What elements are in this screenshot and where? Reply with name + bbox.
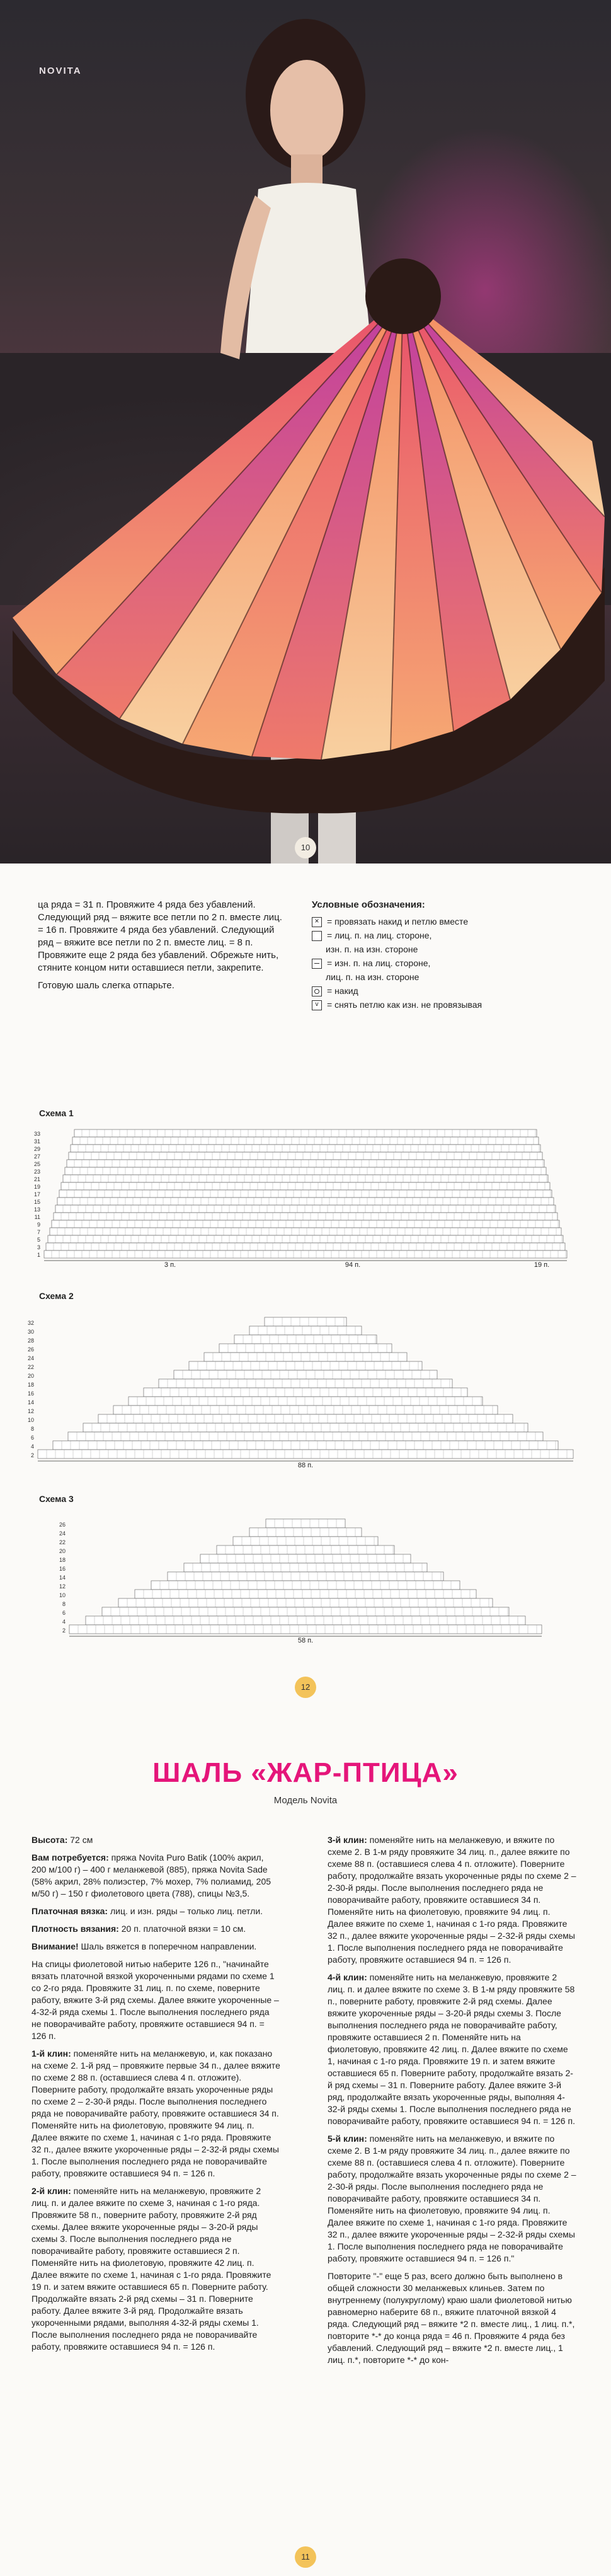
row-number: 3	[37, 1244, 40, 1250]
paragraph	[328, 1972, 576, 2127]
chart-row	[69, 1152, 542, 1160]
row-number: 6	[30, 1435, 34, 1441]
legend-title: Условные обозначения:	[312, 899, 425, 910]
paragraph	[31, 2048, 280, 2180]
chart-row	[189, 1361, 422, 1370]
stitch-count-label: 58 п.	[297, 1637, 314, 1644]
schema3-title: Схема 3	[39, 1494, 74, 1504]
paragraph-heading: Платочная вязка:	[31, 1906, 108, 1916]
legend-row: × = провязать накид и петлю вместе	[312, 916, 576, 928]
schema2-title: Схема 2	[39, 1291, 74, 1301]
chart-row	[113, 1406, 498, 1414]
paragraph-text: 72 см	[67, 1835, 93, 1845]
row-number: 24	[27, 1355, 34, 1361]
chart-row	[128, 1397, 483, 1406]
slip-stitch-icon	[312, 1000, 322, 1010]
legend-row: лиц. п. на изн. стороне	[326, 972, 420, 982]
paragraph-text: поменяйте нить на меланжевую, провяжите 2 лиц. п. и далее вяжите по схеме 3. В 1-м ряду провяжите 58 п., поверните работу, провяжите 2-й ряд схемы. Далее вяжите укороченные ряды – 3-20-й ряды схемы 3. После выполнения последнего ряда не поворачивайте работу, провяжите оставшиеся 2 п. Поменяйте нить на фиолетовую, провяжите 42 лиц. п. Далее вяжите по схеме 1, начиная с 1-го ряда. Провяжите 19 п. и затем вяжите оставшиеся 65 п. Поверните работу, продолжайте вязать 2-й ряд схемы – 31 п. Поверните работу. Далее вяжите 3-й ряд, продолжайте вязать укороченные ряды, выполняя 4-32-й ряды схемы 1. После выполнения последнего ряда не поворачивайте работу, провяжите оставшиеся 94 п. = 126 п.	[328, 1972, 575, 2126]
page-subtitle: Модель Novita	[273, 1795, 338, 1806]
legend-row: = изн. п. на лиц. стороне,	[312, 957, 576, 969]
legend-row: v = снять петлю как изн. не провязывая	[312, 999, 576, 1011]
paragraph	[31, 1923, 280, 1935]
yarn-over-icon	[312, 986, 322, 996]
paragraph	[31, 1905, 280, 1917]
row-number: 22	[59, 1539, 66, 1545]
paragraph	[31, 2185, 280, 2353]
charts-page	[0, 863, 611, 1702]
paragraph-text: 20 п. платочной вязки = 10 см.	[118, 1924, 246, 1934]
row-number: 31	[33, 1138, 40, 1145]
paragraph	[328, 2270, 576, 2366]
row-number: 30	[27, 1329, 34, 1335]
model-photo	[0, 0, 611, 863]
legend-row: изн. п. на изн. стороне	[326, 944, 418, 954]
chart-row	[59, 1190, 552, 1198]
row-number: 23	[33, 1169, 40, 1175]
paragraph	[31, 1958, 280, 2042]
chart-row	[50, 1228, 561, 1235]
row-number: 32	[27, 1320, 34, 1326]
row-number: 18	[59, 1557, 66, 1563]
intro-paragraph: Готовую шаль слегка отпарьте.	[38, 980, 174, 991]
chart-row	[249, 1326, 362, 1335]
paragraph	[31, 1852, 280, 1900]
face	[270, 60, 343, 161]
row-number: 33	[33, 1131, 40, 1137]
row-number: 10	[27, 1417, 34, 1423]
brand-logo: NOVITA	[39, 66, 82, 76]
row-number: 7	[37, 1229, 40, 1235]
row-number: 16	[59, 1566, 66, 1572]
page-title: ШАЛЬ «ЖАР-ПТИЦА»	[152, 1757, 459, 1788]
row-number: 28	[27, 1337, 34, 1344]
paragraph-heading: Вам потребуется:	[31, 1852, 109, 1863]
chart-row	[265, 1317, 346, 1326]
photo-page	[0, 0, 611, 863]
row-number: 22	[27, 1364, 34, 1370]
chart-row	[168, 1572, 443, 1581]
row-number: 2	[30, 1452, 34, 1458]
row-number: 4	[62, 1619, 66, 1625]
row-number: 12	[59, 1583, 66, 1590]
row-number: 14	[59, 1574, 66, 1581]
stitch-count-label: 19 п.	[534, 1261, 550, 1269]
pattern-page	[0, 1702, 611, 2576]
row-number: 8	[30, 1426, 34, 1432]
paragraph-text: поменяйте нить на меланжевую, и, как показано на схеме 2. 1-й ряд – провяжите первые 34 п., далее вяжите по схеме 2 88 п. (оставшиеся слева 4 п. отложите). Поверните работу, продолжайте вязать укороченные ряды по схеме 2 – 2-30-й ряды. После выполнения последнего ряда не поворачивайте работу, провяжите оставшиеся 34 п. Поменяйте нить на фиолетовую, провяжите 94 лиц. п. Далее вяжите по схеме 1, начиная с 1-го ряда. Провяжите 32 п., далее вяжите укороченные ряды – 2-32-й ряды схемы 1. После выполнения последнего ряда не поворачивайте работу, провяжите оставшиеся 94 п. = 126 п.	[31, 2048, 280, 2178]
chart-row	[200, 1554, 411, 1563]
paragraph-text: лиц. и изн. ряды – только лиц. петли.	[108, 1906, 263, 1916]
legend-row: = лиц. п. на лиц. стороне,	[312, 930, 576, 942]
shawl-rays	[13, 296, 605, 760]
chart-row	[69, 1625, 542, 1634]
paragraph	[328, 2133, 576, 2265]
chart-row	[249, 1528, 362, 1537]
chart-row	[67, 1160, 544, 1167]
chart-row	[86, 1616, 525, 1625]
stitch-count-label: 94 п.	[345, 1261, 361, 1269]
schema1-title: Схема 1	[39, 1108, 74, 1118]
row-number: 13	[33, 1206, 40, 1213]
row-number: 4	[30, 1443, 34, 1450]
paragraph-text: Шаль вяжется в поперечном направлении.	[78, 1941, 257, 1951]
legend-row: = накид	[312, 985, 576, 997]
row-number: 6	[62, 1610, 66, 1616]
chart-row	[217, 1545, 394, 1554]
paragraph-heading: Внимание!	[31, 1941, 79, 1951]
schema1-chart	[0, 1116, 611, 1279]
knit-together-icon	[312, 917, 322, 927]
row-number: 9	[37, 1222, 40, 1228]
page-number: 10	[295, 837, 316, 858]
paragraph-heading: 1-й клин:	[31, 2048, 71, 2059]
row-number: 24	[59, 1530, 66, 1537]
paragraph-text: поменяйте нить на меланжевую, и вяжите по схеме 2. В 1-м ряду провяжите 34 лиц. п., далее вяжите по схеме 88 п. (оставшиеся слева 4 п. отложите). Поверните работу, продолжайте вязать укороченные ряды по схеме 2 – 2-30-й ряды. После выполнения последнего ряда не поворачивайте работу, провяжите оставшиеся 34 п. Поменяйте нить на фиолетовую, провяжите 94 лиц. п. Далее вяжите по схеме 1, начиная с 1-го ряда. Провяжите 32 п., далее вяжите укороченные ряды – 2-32-й ряды схемы 1. После выполнения последнего ряда не поворачивайте работу, провяжите оставшиеся 94 п. = 126 п."	[328, 2134, 576, 2263]
paragraph-text: пряжа Novita Puro Batik (100% акрил, 200 м/100 г) – 400 г меланжевой (885), пряжа Novita Sade (58% акрил, 28% полиэстер, 7% мохер, 7% полиамид, 205 м/50 г) – 150 г фиолетового цвета (788), спицы №3,5.	[31, 1852, 271, 1898]
row-number: 14	[27, 1399, 34, 1406]
row-number: 15	[33, 1199, 40, 1205]
paragraph-text: Повторите "-" еще 5 раз, всего должно быть выполнено в общей сложности 30 меланжевых клиньев. Затем по внутреннему (полукруглому) краю шали фиолетовой нитью равномерно наберите 68 п., вяжите платочной вязкой 4 ряда. Следующий ряд – вяжите *2 п. вместе лиц., 1 лиц. п.*, повторите *-* до конца ряда = 46 п. Провяжите 4 ряда без убавлений. Следующий ряд – вяжите *2 п. вместе лиц., 1 лиц. п.*, повторите *-* до кон-	[328, 2271, 575, 2365]
paragraph-heading: Плотность вязания:	[31, 1924, 119, 1934]
row-number: 5	[37, 1237, 40, 1243]
row-number: 20	[27, 1373, 34, 1379]
shawl-center	[365, 258, 441, 334]
intro-text	[38, 899, 290, 997]
row-number: 26	[27, 1346, 34, 1353]
paragraph-text: На спицы фиолетовой нитью наберите 126 п., "начинайте вязать платочной вязкой укороченными рядами по схеме 1 со 2-го ряда. Провяжите 31 лиц. п. по схеме, поверните работу, вяжите 3-й ряд схемы. Далее вяжите укороченные – 4-32-й ряда схемы 1. После выполнения последнего ряда не поворачивайте работу, провяжите оставшиеся 94 п. = 126 п.	[31, 1959, 279, 2041]
chart-row	[98, 1414, 513, 1423]
row-number: 10	[59, 1592, 66, 1598]
row-number: 2	[62, 1627, 66, 1634]
chart-row	[68, 1432, 543, 1441]
paragraph-text: поменяйте нить на меланжевую, провяжите 2 лиц. п. и далее вяжите по схеме 3, начиная с 1-го ряда. Провяжите 58 п., поверните работу, провяжите 2-й ряд схемы. Далее вяжите укороченные ряды – 3-20-й ряды схемы 3. После выполнения последнего ряда не поворачивайте работу, провяжите оставшиеся 2 п. Поменяйте нить на фиолетовую, провяжите 42 лиц. п. Далее вяжите по схеме 1, начиная с 1-го ряда. Провяжите 19 п. и затем вяжите оставшиеся 65 п. Поверните работу. Продолжайте вязать 2-й ряд схемы – 31 п. Поверните работу. Далее вяжите 3-й ряд. Продолжайте вязать укороченными рядами, выполняя 4-32-й ряды схемы 1. После выполнения последнего ряда не поворачивайте работу, провяжите оставшиеся 94 п. = 126 п.	[31, 2186, 271, 2352]
row-number: 18	[27, 1382, 34, 1388]
paragraph-heading: 2-й клин:	[31, 2186, 71, 2196]
row-number: 1	[37, 1252, 40, 1258]
chart-row	[83, 1423, 528, 1432]
page-number: 12	[295, 1677, 316, 1698]
row-number: 19	[33, 1184, 40, 1190]
paragraph-heading: 5-й клин:	[328, 2134, 367, 2144]
chart-row	[52, 1220, 559, 1228]
paragraph	[328, 1834, 576, 1966]
chart-row	[53, 1441, 558, 1450]
row-number: 25	[33, 1161, 40, 1167]
chart-row	[44, 1250, 567, 1258]
row-number: 11	[34, 1214, 40, 1220]
chart-row	[102, 1607, 509, 1616]
chart-row	[219, 1344, 392, 1353]
chart-row	[144, 1388, 467, 1397]
chart-row	[48, 1235, 563, 1243]
row-number: 27	[33, 1153, 40, 1160]
purl-stitch-icon	[312, 959, 322, 969]
paragraph-text: поменяйте нить на меланжевую, и вяжите по схеме 2. В 1-м ряду провяжите 34 лиц. п., далее вяжите по схеме 88 п. (оставшиеся слева 4 п. отложите). Поверните работу, продолжайте вязать укороченные ряды по схеме 2 – 2-30-й ряды. После выполнения последнего ряда не поворачивайте работу, провяжите оставшиеся 34 п. Поменяйте нить на фиолетовую, провяжите 94 лиц. п. Далее вяжите по схеме 1, начиная с 1-го ряда. Провяжите 32 п., далее вяжите укороченные ряды – 2-32-й ряды схемы 1. После выполнения последнего ряда не поворачивайте работу, провяжите оставшиеся 94 п. = 126 п.	[328, 1835, 576, 1965]
row-number: 16	[27, 1390, 34, 1397]
left-column	[31, 1834, 280, 2359]
intro-paragraph: ца ряда = 31 п. Провяжите 4 ряда без убавлений. Следующий ряд – вяжите все петли по 2 п. вместе лиц. = 16 п. Провяжите 4 ряда без убавлений. Следующий ряд – вяжите все петли по 2 п. вместе лиц. = 8 п. Провяжите еще 2 ряда без убавлений. Обрежьте нить, стяните концом нити оставшиеся петли, закрепите.	[38, 899, 282, 973]
chart-row	[135, 1590, 476, 1598]
paragraph-heading: Высота:	[31, 1835, 68, 1845]
schema3-chart	[0, 1500, 611, 1670]
chart-row	[233, 1537, 378, 1545]
row-number: 12	[27, 1408, 34, 1414]
row-number: 26	[59, 1522, 66, 1528]
chart-row	[61, 1182, 550, 1190]
row-number: 17	[33, 1191, 40, 1198]
chart-row	[174, 1370, 437, 1379]
page-number: 11	[295, 2546, 316, 2568]
chart-row	[118, 1598, 493, 1607]
chart-row	[72, 1137, 539, 1145]
row-number: 21	[33, 1176, 40, 1182]
chart-row	[38, 1450, 573, 1458]
paragraph-heading: 3-й клин:	[328, 1835, 367, 1845]
knit-stitch-icon	[312, 931, 322, 941]
chart-row	[55, 1205, 556, 1213]
paragraph	[31, 1834, 280, 1846]
chart-row	[46, 1243, 565, 1250]
right-column	[328, 1834, 576, 2372]
chart-row	[71, 1145, 540, 1152]
paragraph-heading: 4-й клин:	[328, 1972, 367, 1982]
paragraph	[31, 1941, 280, 1953]
chart-row	[184, 1563, 427, 1572]
chart-row	[204, 1353, 407, 1361]
chart-row	[63, 1175, 548, 1182]
schema2-chart	[0, 1298, 611, 1494]
row-number: 29	[33, 1146, 40, 1152]
legend	[312, 899, 576, 1013]
chart-row	[266, 1519, 345, 1528]
stitch-count-label: 88 п.	[297, 1462, 314, 1469]
chart-row	[57, 1198, 554, 1205]
row-number: 20	[59, 1548, 66, 1554]
chart-row	[234, 1335, 377, 1344]
chart-row	[151, 1581, 460, 1590]
row-number: 8	[62, 1601, 66, 1607]
chart-row	[65, 1167, 546, 1175]
stitch-count-label: 3 п.	[164, 1261, 176, 1269]
